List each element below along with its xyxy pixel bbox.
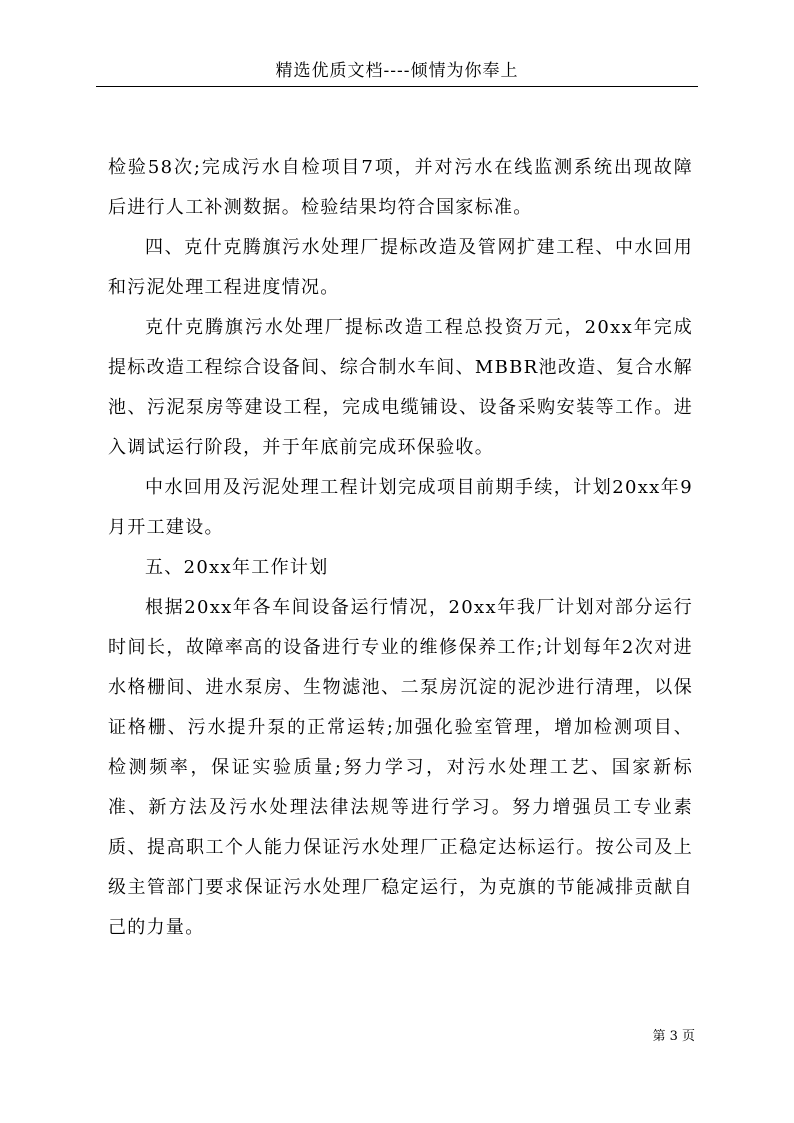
document-body — [108, 148, 693, 948]
header-divider — [96, 86, 698, 87]
paragraph-work-plan: 根据20xx年各车间设备运行情况，20xx年我厂计划对部分运行时间长，故障率高的设备进行专业的维修保养工作;计划每年2次对进水格栅间、进水泵房、生物滤池、二泵房沉淀的泥沙进行清理，以保证格栅、污水提升泵的正常运转;加强化验室管理，增加检测项目、检测频率，保证实验质量;努力学习，对污水处理工艺、国家新标准、新方法及污水处理法律法规等进行学习。努力增强员工专业素质、提高职工个人能力保证污水处理厂正稳定达标运行。按公司及上级主管部门要求保证污水处理厂稳定运行，为克旗的节能减排贡献自己的力量。 — [108, 597, 693, 938]
section-heading-4: 四、克什克腾旗污水处理厂提标改造及管网扩建工程、中水回用和污泥处理工程进度情况。 — [108, 237, 693, 298]
section-heading-5: 五、20xx年工作计划 — [145, 557, 329, 578]
paragraph-reclaimed-water: 中水回用及污泥处理工程计划完成项目前期手续，计划20xx年9月开工建设。 — [108, 477, 693, 538]
paragraph-inspection-results: 检验58次;完成污水自检项目7项，并对污水在线监测系统出现故障后进行人工补测数据。检验结果均符合国家标准。 — [108, 157, 693, 218]
page-header-title: 精选优质文档----倾情为你奉上 — [275, 61, 519, 81]
paragraph-upgrade-project: 克什克腾旗污水处理厂提标改造工程总投资万元，20xx年完成提标改造工程综合设备间、综合制水车间、MBBR池改造、复合水解池、污泥泵房等建设工程，完成电缆铺设、设备采购安装等工作。进入调试运行阶段，并于年底前完成环保验收。 — [108, 317, 693, 458]
page-number: 第 3 页 — [652, 1029, 695, 1044]
